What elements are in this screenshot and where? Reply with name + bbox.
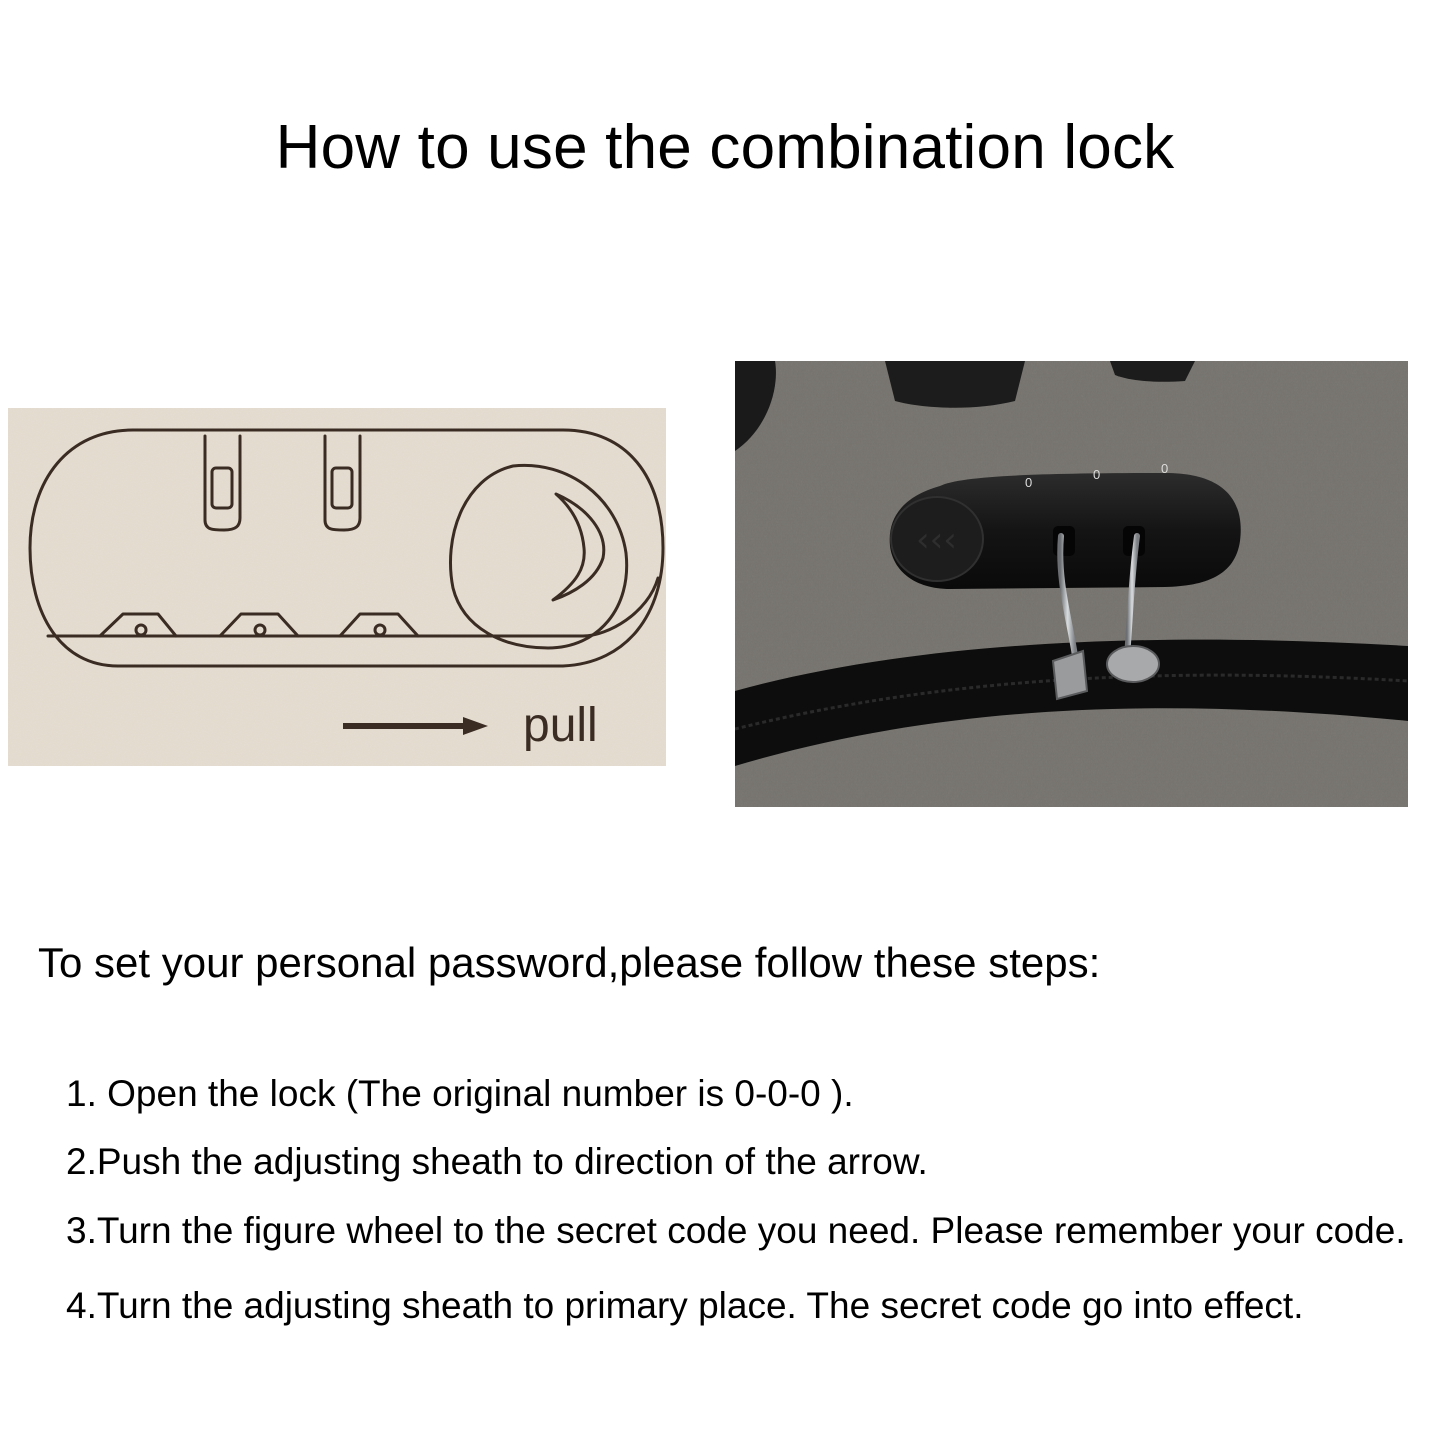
step-3: 3.Turn the figure wheel to the secret code you need. Please remember your code. — [66, 1210, 1406, 1251]
page-title: How to use the combination lock — [275, 113, 1175, 182]
pull-label: pull — [523, 699, 598, 752]
lock-photo — [735, 361, 1408, 807]
step-2: 2.Push the adjusting sheath to direction of the arrow. — [66, 1141, 928, 1182]
lock-diagram — [8, 408, 666, 766]
step-1: 1. Open the lock (The original number is 0-0-0 ). — [66, 1073, 854, 1114]
photo-wheel-1: 0 — [1025, 475, 1033, 490]
zipper-pull-right — [1107, 646, 1159, 682]
step-4: 4.Turn the adjusting sheath to primary place. The secret code go into effect. — [66, 1285, 1304, 1326]
photo-wheel-2: 0 — [1093, 467, 1101, 482]
shackle-slot-left — [1053, 526, 1075, 556]
photo-wheel-3: 0 — [1161, 461, 1169, 476]
instructions-intro: To set your personal password,please follow these steps: — [38, 939, 1101, 986]
top-strap-handle — [885, 361, 1025, 408]
lock-logo-icon: ‹‹‹ — [916, 520, 957, 560]
